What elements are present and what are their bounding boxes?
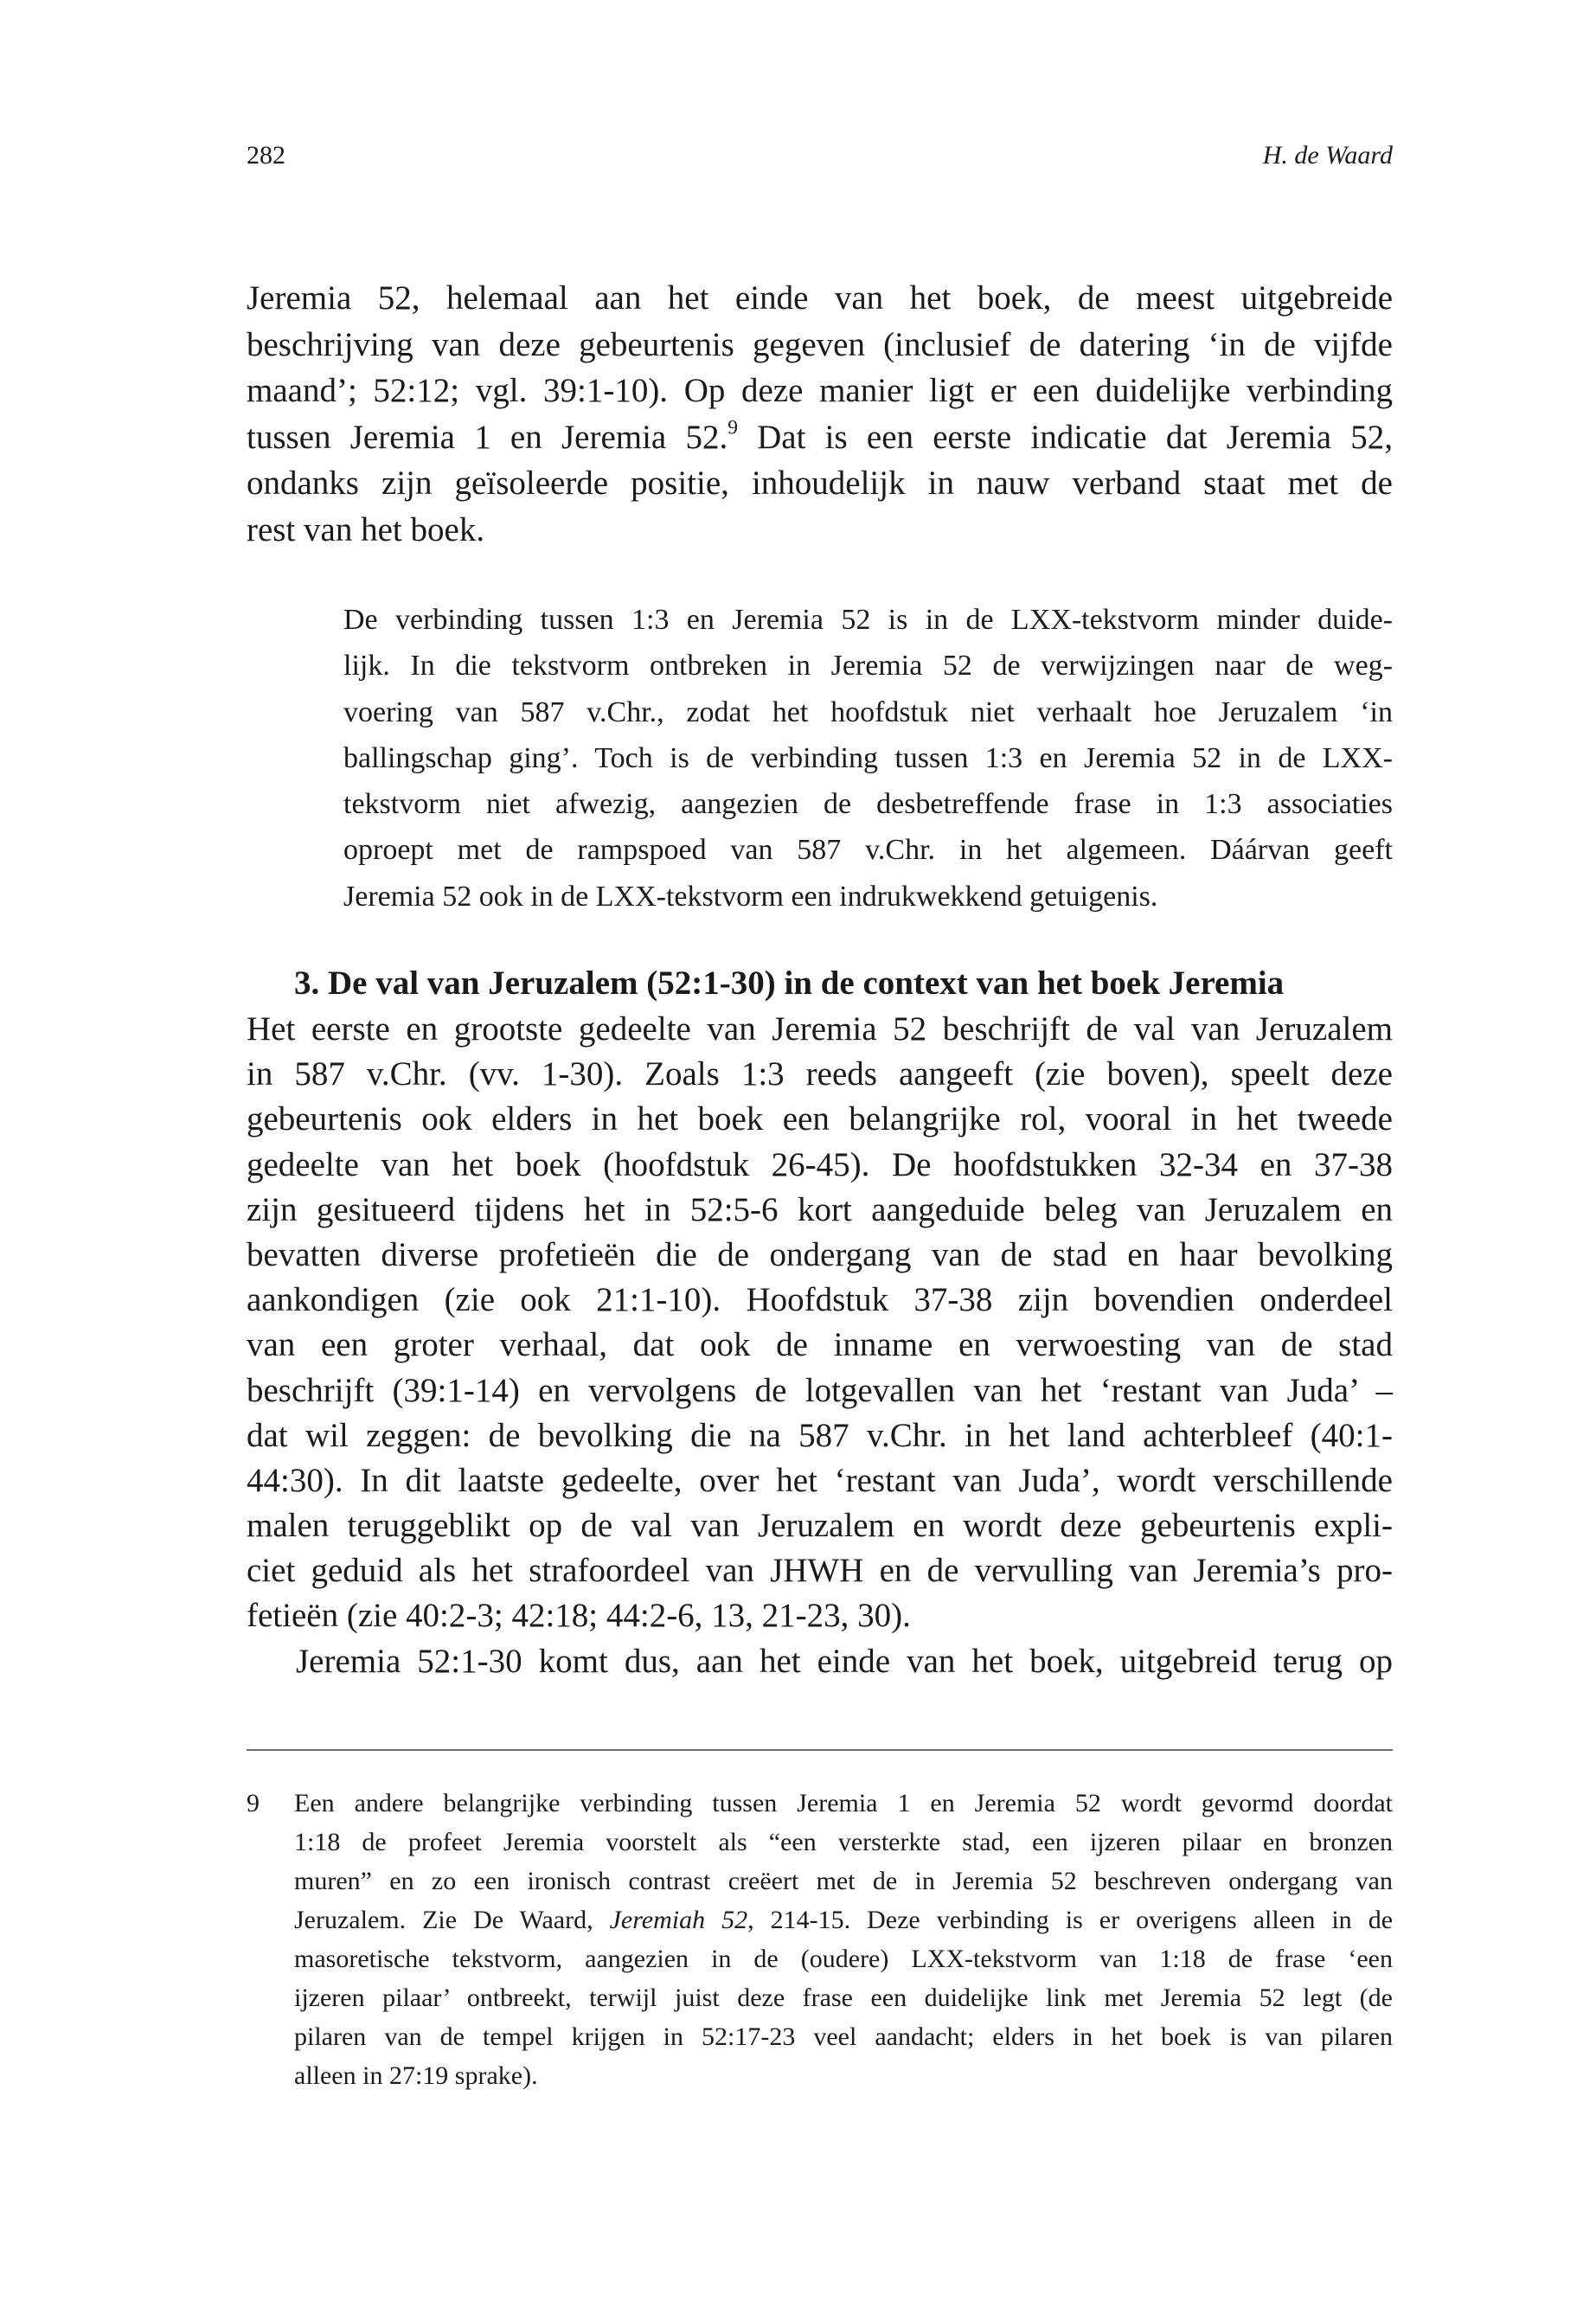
text-line: fetieën (zie 40:2-3; 42:18; 44:2-6, 13, 21-23, 30).: [247, 1597, 911, 1635]
text-line: gedeelte van het boek (hoofdstuk 26-45). De hoofdstukken 32-34 en 37-38: [247, 1145, 1393, 1183]
text-line: Jeremia 52, helemaal aan het einde van het boek, de meest uitgebreide: [247, 279, 1393, 317]
footnote-line: alleen in 27:19 sprake).: [294, 2061, 538, 2090]
section-3-body: [247, 1007, 1393, 1684]
text-line: ondanks zijn geïsoleerde positie, inhoudelijk in nauw verband staat met de: [247, 465, 1393, 502]
page-number: 282: [247, 141, 285, 170]
text-line: Jeremia 52:1-30 komt dus, aan het einde van het boek, uitgebreid terug op: [296, 1642, 1393, 1680]
cited-title: Jeremiah 52: [609, 1906, 748, 1934]
footnote-line: Een andere belangrijke verbinding tussen Jeremia 1 en Jeremia 52 wordt gevormd doordat: [294, 1789, 1393, 1817]
quote-line: tekstvorm niet afwezig, aangezien de desbetreffende frase in 1:3 associaties: [343, 788, 1393, 821]
footnote-ref-9[interactable]: 9: [727, 416, 738, 439]
text-line: dat wil zeggen: de bevolking die na 587 v.Chr. in het land achterbleef (40:1-: [247, 1416, 1393, 1454]
footnote-text: [294, 1784, 1393, 2095]
footnote-line: masoretische tekstvorm, aangezien in de (oudere) LXX-tekstvorm van 1:18 de frase ‘een: [294, 1945, 1393, 1973]
section-heading: 3. De val van Jeruzalem (52:1-30) in de context van het boek Jeremia: [294, 965, 1285, 1002]
footnote-line: pilaren van de tempel krijgen in 52:17-23 veel aandacht; elders in het boek is van pilaren: [294, 2022, 1393, 2051]
footnote-divider: [247, 1749, 1393, 1751]
text-line: 44:30). In dit laatste gedeelte, over het ‘restant van Juda’, wordt verschillende: [247, 1461, 1393, 1499]
text-segment: tussen Jeremia 1 en Jeremia 52.: [247, 418, 728, 456]
text-line: van een groter verhaal, dat ook de inname en verwoesting van de stad: [247, 1326, 1393, 1364]
footnote-line: muren” en zo een ironisch contrast creëert met de in Jeremia 52 beschreven ondergang van: [294, 1867, 1393, 1895]
text-line: Het eerste en grootste gedeelte van Jeremia 52 beschrijft de val van Jeruzalem: [247, 1010, 1393, 1048]
quote-line: De verbinding tussen 1:3 en Jeremia 52 is in de LXX-tekstvorm minder duide-: [343, 604, 1393, 636]
text-line: in 587 v.Chr. (vv. 1-30). Zoals 1:3 reeds aangeeft (zie boven), speelt deze: [247, 1055, 1393, 1093]
text-line: beschrijft (39:1-14) en vervolgens de lotgevallen van het ‘restant van Juda’ –: [247, 1371, 1393, 1409]
footnote-line: 1:18 de profeet Jeremia voorstelt als “een versterkte stad, een ijzeren pilaar en bronzen: [294, 1828, 1393, 1856]
footnote-number: 9: [247, 1789, 260, 1817]
quote-line: oproept met de rampspoed van 587 v.Chr. in het algemeen. Dáárvan geeft: [343, 834, 1393, 867]
text-segment: Dat is een eerste indicatie dat Jeremia 52,: [737, 418, 1393, 456]
block-quote: [343, 597, 1393, 920]
paragraph-1: [247, 275, 1393, 553]
text-line: malen teruggeblikt op de val van Jeruzalem en wordt deze gebeurtenis expli-: [247, 1507, 1393, 1545]
text-line: aankondigen (zie ook 21:1-10). Hoofdstuk 37-38 zijn bovendien onderdeel: [247, 1281, 1393, 1319]
running-head: [247, 138, 1393, 173]
quote-line: voering van 587 v.Chr., zodat het hoofdstuk niet verhaalt hoe Jeruzalem ‘in: [343, 695, 1393, 728]
quote-line: lijk. In die tekstvorm ontbreken in Jeremia 52 de verwijzingen naar de weg-: [343, 650, 1393, 683]
text-line: rest van het boek.: [247, 510, 485, 548]
text-segment: Jeruzalem. Zie De Waard,: [294, 1906, 610, 1934]
text-line: ciet geduid als het strafoordeel van JHWH en de vervulling van Jeremia’s pro-: [247, 1552, 1393, 1590]
text-segment: , 214-15. Deze verbinding is er overigens alleen in de: [747, 1906, 1394, 1934]
text-line: bevatten diverse profetieën die de ondergang van de stad en haar bevolking: [247, 1235, 1393, 1273]
footnote-line: [294, 1900, 1393, 1939]
quote-line: Jeremia 52 ook in de LXX-tekstvorm een indrukwekkend getuigenis.: [343, 880, 1158, 913]
quote-line: ballingschap ging’. Toch is de verbinding tussen 1:3 en Jeremia 52 in de LXX-: [343, 741, 1393, 774]
text-line: gebeurtenis ook elders in het boek een belangrijke rol, vooral in het tweede: [247, 1100, 1393, 1138]
running-author: H. de Waard: [1262, 141, 1393, 170]
text-line: zijn gesitueerd tijdens het in 52:5-6 kort aangeduide beleg van Jeruzalem en: [247, 1190, 1393, 1228]
text-line: maand’; 52:12; vgl. 39:1-10). Op deze manier ligt er een duidelijke verbinding: [247, 372, 1393, 409]
footnote-line: ijzeren pilaar’ ontbreekt, terwijl juist deze frase een duidelijke link met Jeremia 52 legt (de: [294, 1984, 1393, 2012]
text-line: beschrijving van deze gebeurtenis gegeven (inclusief de datering ‘in de vijfde: [247, 325, 1393, 363]
text-line: [247, 414, 1393, 461]
